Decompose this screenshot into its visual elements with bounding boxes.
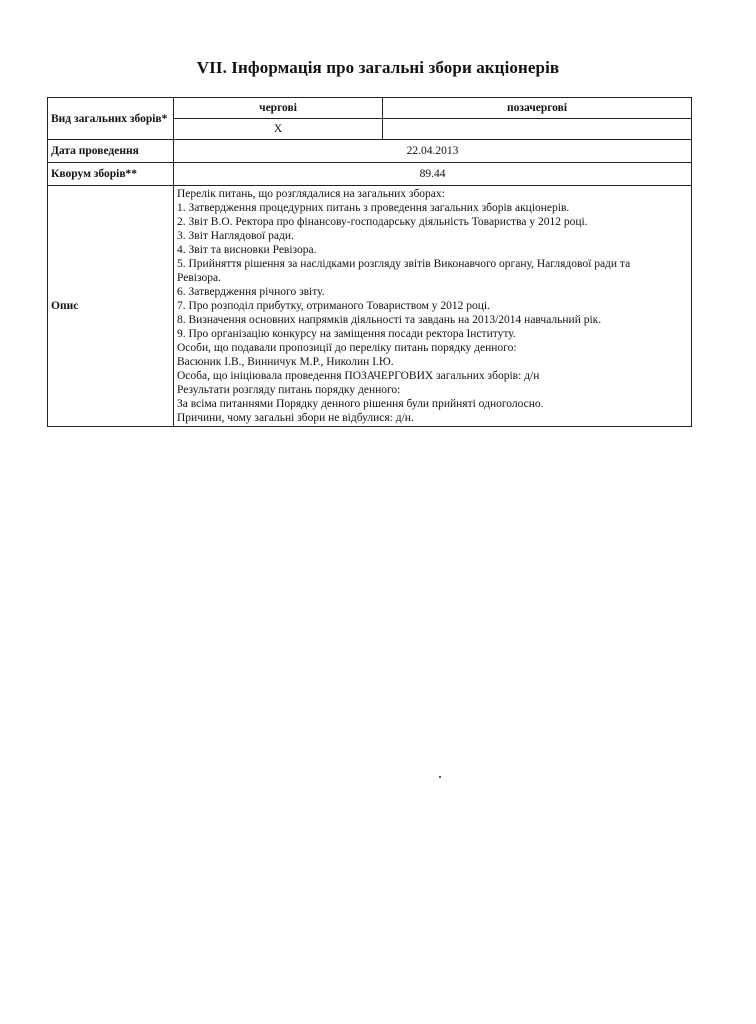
- quorum-label: Кворум зборів**: [48, 163, 174, 186]
- description-line: Особи, що подавали пропозиції до переліку питань порядку денного:: [177, 342, 517, 354]
- description-line: Перелік питань, що розглядалися на загальних зборах:: [177, 188, 445, 200]
- description-line: Причини, чому загальні збори не відбулися: д/н.: [177, 412, 414, 424]
- date-label: Дата проведення: [48, 140, 174, 163]
- description-line: Васюник І.В., Винничук М.Р., Николин І.Ю.: [177, 356, 394, 368]
- regular-mark: X: [174, 119, 383, 140]
- scan-speck: [439, 776, 441, 778]
- description-label: Опис: [48, 186, 174, 427]
- meeting-info-table: [47, 97, 692, 427]
- description-line: 2. Звіт В.О. Ректора про фінансову-господарську діяльність Товариства у 2012 році.: [177, 216, 588, 228]
- description-line: Результати розгляду питань порядку денного:: [177, 384, 401, 396]
- page-title: VII. Інформація про загальні збори акціонерів: [196, 58, 560, 77]
- description-line: 9. Про організацію конкурсу на заміщення посади ректора Інституту.: [177, 328, 516, 340]
- description-line: 1. Затвердження процедурних питань з проведення загальних зборів акціонерів.: [177, 202, 570, 214]
- description-line: 7. Про розподіл прибутку, отриманого Товариством у 2012 році.: [177, 300, 490, 312]
- description-line: 3. Звіт Наглядової ради.: [177, 230, 294, 242]
- description-line: 4. Звіт та висновки Ревізора.: [177, 244, 317, 256]
- description-line: Особа, що ініціювала проведення ПОЗАЧЕРГОВИХ загальних зборів: д/н: [177, 370, 540, 382]
- description-line: 8. Визначення основних напрямків діяльності та завдань на 2013/2014 навчальний рік.: [177, 314, 602, 326]
- description-content: [174, 186, 692, 427]
- description-line: Ревізора.: [177, 272, 221, 284]
- quorum-value: 89.44: [174, 163, 692, 186]
- date-value: 22.04.2013: [174, 140, 692, 163]
- meeting-type-label: Вид загальних зборів*: [48, 98, 174, 140]
- description-line: За всіма питаннями Порядку денного рішення були прийняті одноголосно.: [177, 398, 544, 410]
- description-line: 5. Прийняття рішення за наслідками розгляду звітів Виконавчого органу, Наглядової ради та: [177, 258, 631, 270]
- extraordinary-mark: [383, 119, 692, 140]
- regular-header: чергові: [174, 98, 383, 119]
- description-line: 6. Затвердження річного звіту.: [177, 286, 325, 298]
- extraordinary-header: позачергові: [383, 98, 692, 119]
